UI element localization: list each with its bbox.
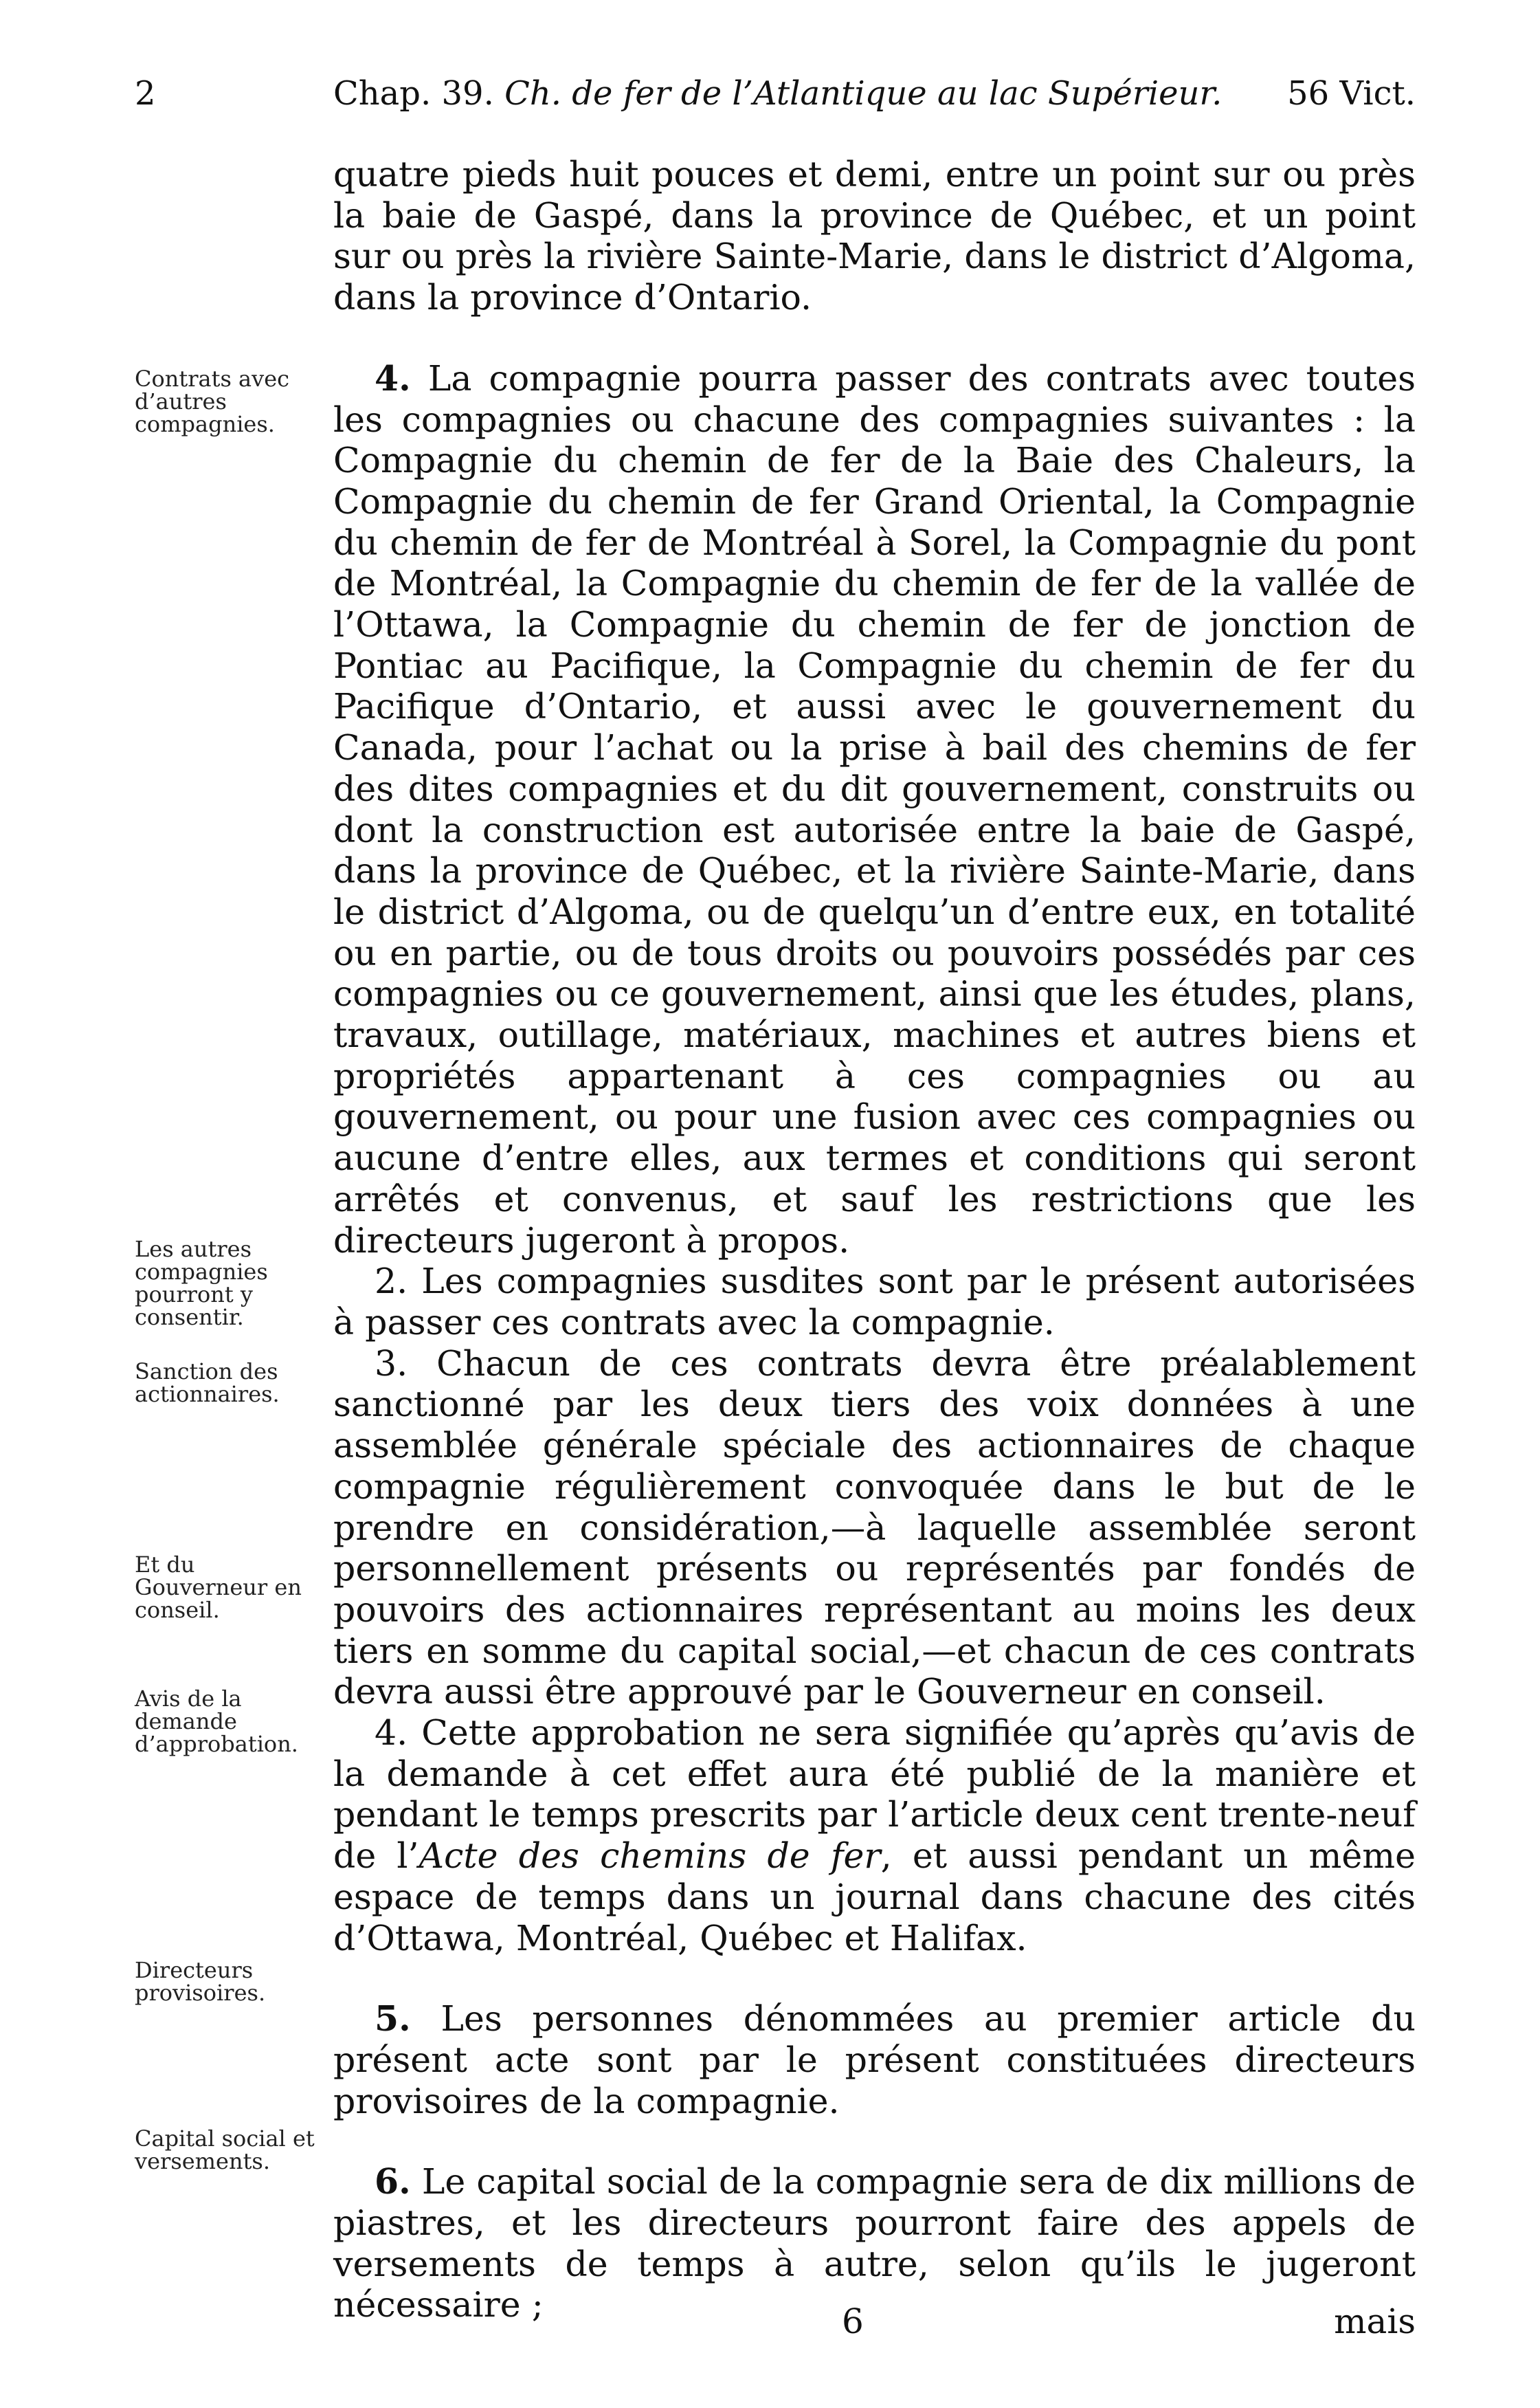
paragraph-text: Les compagnies susdites sont par le présent autorisées à passer ces contrats avec la compagnie.: [333, 1261, 1416, 1343]
regnal-year: 56 Vict.: [1287, 74, 1416, 113]
paragraph-text: Cette approbation ne sera signifiée qu’après qu’avis de la demande à cet effet aura été publié de la manière et pendant le temps prescrits par l’article deux cent trente-neuf de l’: [333, 1712, 1416, 1877]
signature-mark: 6: [842, 2301, 864, 2341]
running-title: [333, 74, 1416, 113]
paragraph-text: Les personnes dénommées au premier article du présent acte sont par le présent constituées directeurs provisoires de la compagnie.: [333, 1998, 1416, 2121]
paragraph: [333, 154, 1416, 318]
paragraph-text: Le capital social de la compagnie sera de dix millions de piastres, et les directeurs pourront faire des appels de versements de temps à autre, selon qu’ils le jugeront nécessaire ;: [333, 2161, 1416, 2326]
catchword: mais: [1334, 2301, 1416, 2341]
margin-note: Capital social et versements.: [135, 2125, 315, 2174]
subsection-number: 4.: [375, 1712, 408, 1754]
page-footer: [333, 2301, 1416, 2350]
section-5: [333, 1998, 1416, 2121]
section-number: 5.: [375, 1998, 411, 2040]
paragraph-text: quatre pieds huit pouces et demi, entre un point sur ou près la baie de Gaspé, dans la province de Québec, et un point sur ou près la rivière Sainte-Marie, dans le district d’Algoma, dans la province d’Ontario.: [333, 154, 1416, 318]
subsection-3: [333, 1343, 1416, 1712]
paragraph-text: , et aussi pendant un même espace de temps dans un journal dans chacune des cités d’Ottawa, Montréal, Québec et Halifax.: [333, 1835, 1416, 1958]
margin-note: Directeurs provisoires.: [135, 1957, 266, 2006]
subsection-4: [333, 1712, 1416, 1958]
margin-note: Les autres compagnies pourront y consentir.: [135, 1236, 268, 1330]
subsection-number: 2.: [375, 1261, 408, 1302]
margin-note: Avis de la demande d’approbation.: [135, 1686, 298, 1757]
paragraph-text: La compagnie pourra passer des contrats avec toutes les compagnies ou chacune des compagnies suivantes : la Compagnie du chemin de fer de la Baie des Chaleurs, la Compagnie du chemin de fer Grand Oriental, la Compagnie du chemin de fer de Montréal à Sorel, la Compagnie du pont de Montréal, la Compagnie du chemin de fer de la vallée de l’Ottawa, la Compagnie du chemin de fer de jonction de Pontiac au Pacifique, la Compagnie du chemin de fer du Pacifique d’Ontario, et aussi avec le gouvernement du Canada, pour l’achat ou la prise à bail des chemins de fer des dites compagnies et du dit gouvernement, construits ou dont la construction est autorisée entre la baie de Gaspé, dans la province de Québec, et la rivière Sainte-Marie, dans le district d’Algoma, ou de quelqu’un d’entre eux, en totalité ou en partie, ou de tous droits ou pouvoirs possédés par ces compagnies ou ce gouvernement, ainsi que les études, plans, travaux, outillage, matériaux, machines et autres biens et propriétés appartenant à ces compagnies ou au gouvernement, ou pour une fusion avec ces compagnies ou aucune d’entre elles, aux termes et conditions qui seront arrêtés et convenus, et sauf les restrictions que les directeurs jugeront à propos.: [333, 357, 1416, 1261]
subsection-2: [333, 1261, 1416, 1343]
running-header: [0, 74, 1540, 129]
section-number: 6.: [375, 2161, 411, 2202]
margin-note: Sanction des actionnaires.: [135, 1358, 280, 1407]
chapter-label: Chap. 39.: [333, 74, 494, 113]
paragraph-text: Chacun de ces contrats devra être préalablement sanctionné par les deux tiers des voix données à une assemblée générale spéciale des actionnaires de chaque compagnie régulièrement convoquée dans le but de le prendre en considération,—à laquelle assemblée seront personnellement présents ou représentés par fondés de pouvoirs des actionnaires représentant au moins les deux tiers en somme du capital social,—et chacun de ces contrats devra aussi être approuvé par le Gouverneur en conseil.: [333, 1343, 1416, 1712]
page-number: 2: [135, 74, 156, 113]
body-text: [333, 154, 1416, 2326]
margin-note: Contrats avec d’autres compagnies.: [135, 366, 290, 437]
section-number: 4.: [375, 357, 411, 399]
act-reference: Acte des chemins de fer: [419, 1835, 881, 1877]
act-title: Ch. de fer de l’Atlantique au lac Supérieur.: [504, 74, 1223, 113]
subsection-number: 3.: [375, 1343, 408, 1384]
margin-note: Et du Gouverneur en conseil.: [135, 1551, 302, 1623]
section-4: [333, 358, 1416, 1261]
